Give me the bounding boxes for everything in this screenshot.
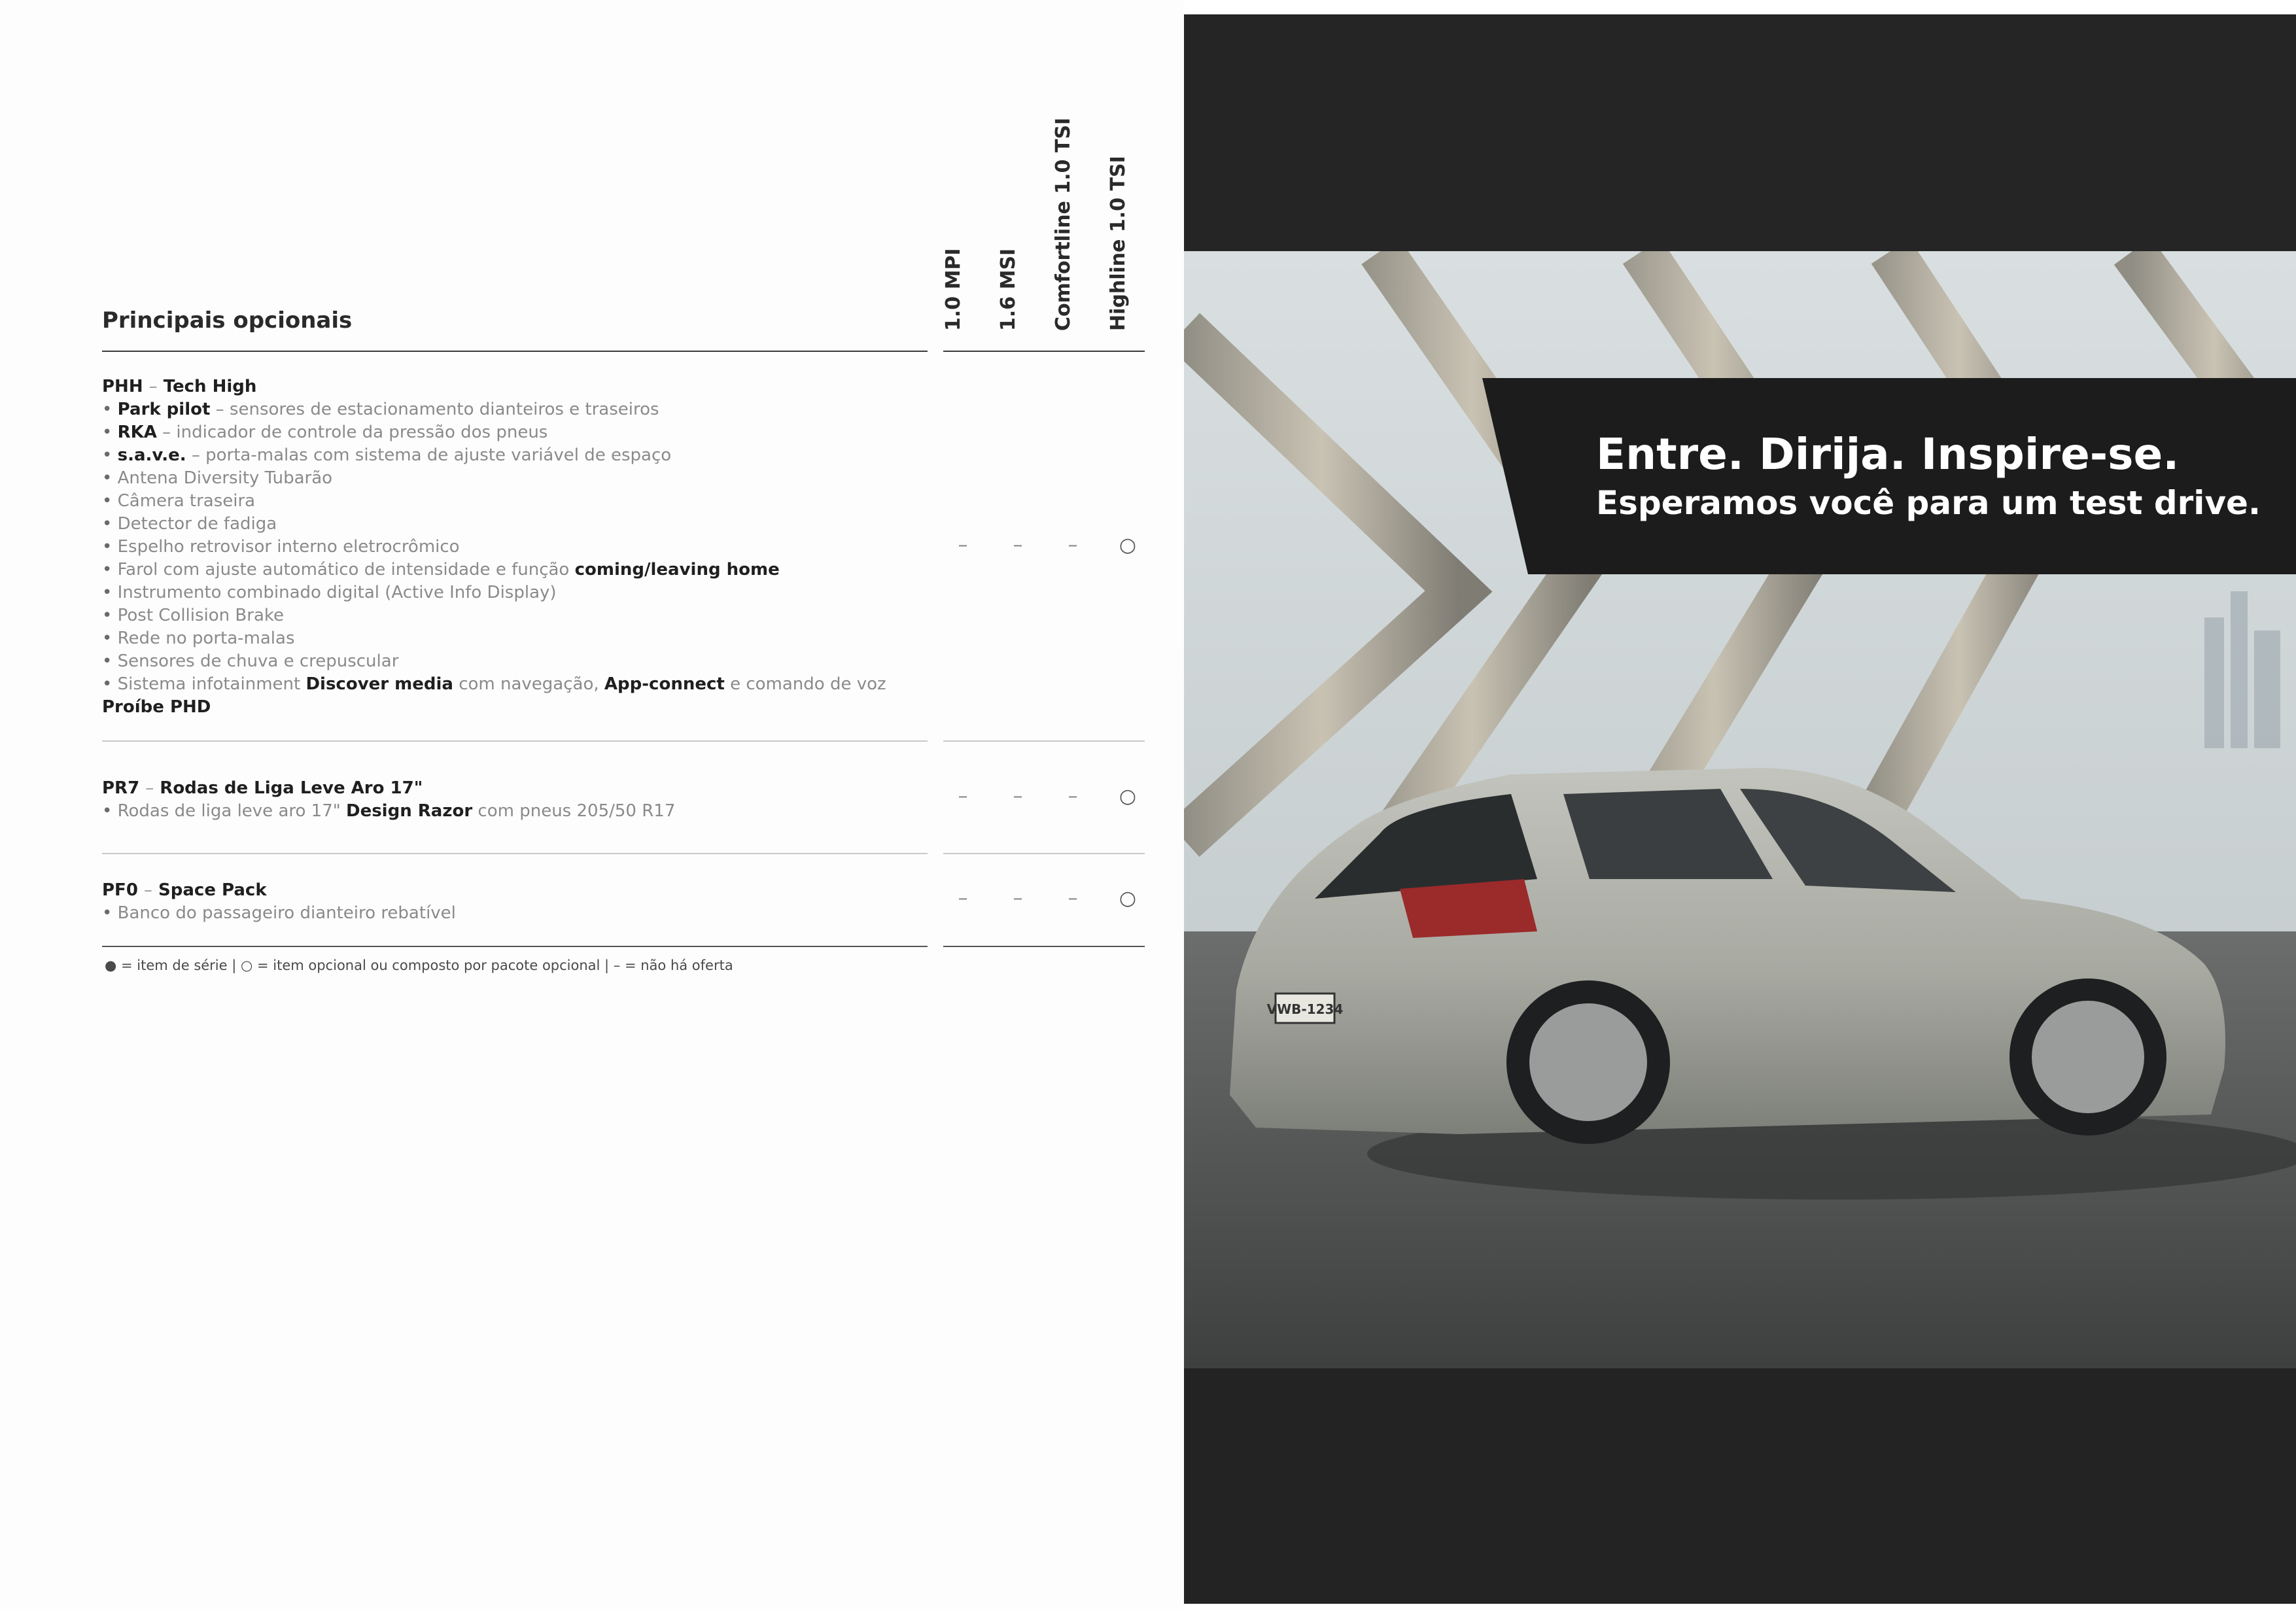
separator: – bbox=[145, 778, 154, 798]
list-item: • Rodas de liga leve aro 17" Design Razor com pneus 205/50 R17 bbox=[102, 801, 676, 821]
column-header-1-6-msi: 1.6 MSI bbox=[997, 248, 1020, 331]
table-bottom-rule bbox=[943, 946, 1145, 947]
list-item: • Park pilot – sensores de estacionamento dianteiros e traseiros bbox=[102, 400, 659, 419]
list-item: • Rede no porta-malas bbox=[102, 629, 295, 648]
availability-mark: – bbox=[1068, 534, 1078, 557]
option-group-phh bbox=[102, 375, 920, 719]
group-code: PR7 bbox=[102, 778, 140, 798]
headline: Entre. Dirija. Inspire-se. bbox=[1596, 429, 2180, 479]
list-item: • Banco do passageiro dianteiro rebatível bbox=[102, 903, 456, 923]
header-rule-right bbox=[943, 351, 1145, 352]
group-code: PF0 bbox=[102, 880, 138, 900]
availability-mark: – bbox=[1068, 887, 1078, 910]
license-plate-text: VWB-1234 bbox=[1266, 1001, 1344, 1017]
group-heading bbox=[102, 375, 920, 398]
subheadline: Esperamos você para um test drive. bbox=[1596, 484, 2261, 522]
availability-mark: – bbox=[958, 785, 968, 808]
separator: – bbox=[148, 377, 158, 396]
option-group-pf0 bbox=[102, 879, 920, 925]
availability-mark: – bbox=[958, 887, 968, 910]
group-heading bbox=[102, 777, 920, 800]
header-rule-left bbox=[102, 351, 928, 352]
legend: ● = item de série | ○ = item opcional ou composto por pacote opcional | – = não há oferta bbox=[105, 958, 733, 973]
list-item: • Antena Diversity Tubarão bbox=[102, 468, 333, 488]
group-divider bbox=[943, 853, 1145, 854]
group-name: Rodas de Liga Leve Aro 17" bbox=[160, 778, 423, 798]
group-divider bbox=[943, 740, 1145, 742]
list-item: • Post Collision Brake bbox=[102, 606, 285, 625]
group-divider bbox=[102, 740, 928, 742]
list-item: • Câmera traseira bbox=[102, 491, 256, 511]
bottom-band bbox=[1184, 1368, 2296, 1604]
list-item: • Sensores de chuva e crepuscular bbox=[102, 651, 399, 671]
availability-mark: ○ bbox=[1119, 534, 1137, 557]
table-bottom-rule bbox=[102, 946, 928, 947]
availability-mark: – bbox=[1013, 534, 1023, 557]
list-item: • RKA – indicador de controle da pressão dos pneus bbox=[102, 423, 548, 442]
list-item: • Farol com ajuste automático de intensidade e função coming/leaving home bbox=[102, 560, 780, 580]
promo-panel bbox=[1184, 14, 2296, 1604]
column-header-highline: Highline 1.0 TSI bbox=[1107, 156, 1130, 331]
availability-mark: ○ bbox=[1119, 887, 1137, 910]
availability-mark: – bbox=[958, 534, 968, 557]
availability-mark: – bbox=[1013, 785, 1023, 808]
availability-mark: – bbox=[1068, 785, 1078, 808]
group-divider bbox=[102, 853, 928, 854]
group-code: PHH bbox=[102, 377, 143, 396]
column-header-1-0-mpi: 1.0 MPI bbox=[942, 248, 965, 331]
column-header-comfortline: Comfortline 1.0 TSI bbox=[1052, 117, 1075, 331]
list-item: • s.a.v.e. – porta-malas com sistema de ajuste variável de espaço bbox=[102, 445, 672, 465]
group-name: Tech High bbox=[163, 377, 257, 396]
list-item: • Sistema infotainment Discover media com navegação, App-connect e comando de voz bbox=[102, 674, 886, 694]
top-band bbox=[1184, 14, 2296, 251]
list-item: • Espelho retrovisor interno eletrocrômico bbox=[102, 537, 460, 557]
option-group-pr7 bbox=[102, 777, 920, 823]
separator: – bbox=[143, 880, 152, 900]
group-name: Space Pack bbox=[158, 880, 267, 900]
availability-mark: – bbox=[1013, 887, 1023, 910]
availability-mark: ○ bbox=[1119, 785, 1137, 808]
group-heading bbox=[102, 879, 920, 902]
group-footer: Proíbe PHD bbox=[102, 697, 211, 717]
list-item: • Instrumento combinado digital (Active Info Display) bbox=[102, 583, 557, 602]
section-title: Principais opcionais bbox=[102, 307, 353, 334]
list-item: • Detector de fadiga bbox=[102, 514, 277, 534]
